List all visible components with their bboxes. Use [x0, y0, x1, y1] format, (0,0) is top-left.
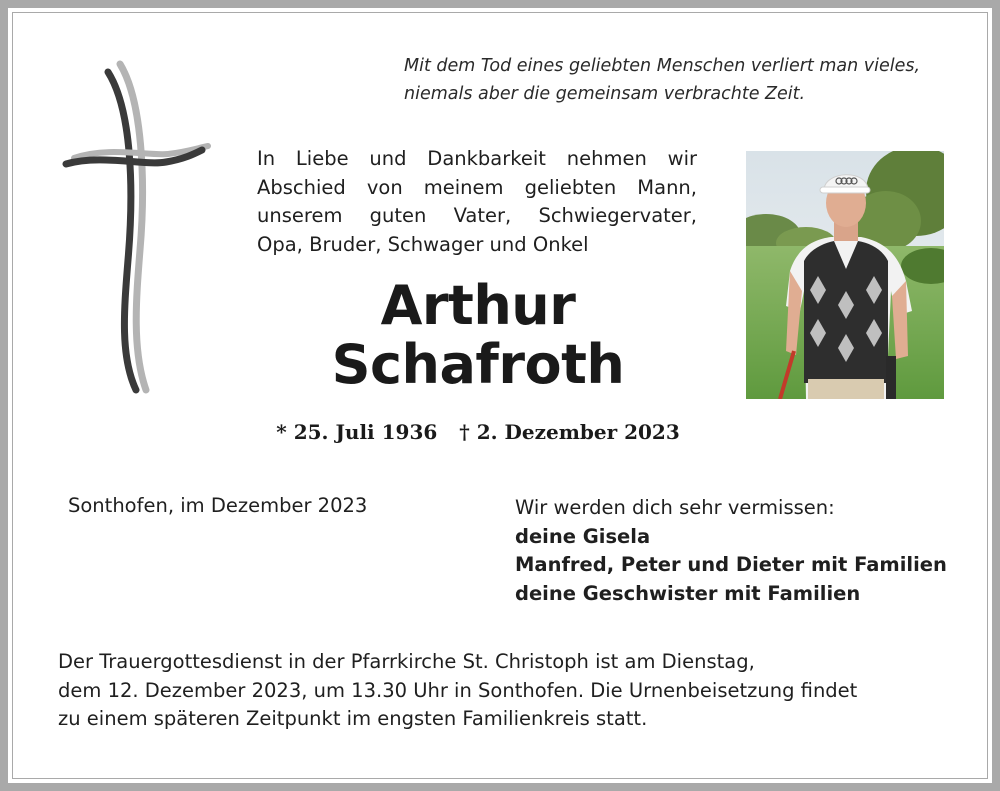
- deceased-name: [258, 276, 698, 394]
- portrait-photo: [746, 151, 944, 399]
- notice-line: Der Trauergottesdienst in der Pfarrkirche St. Christoph ist am Dienstag,: [58, 650, 755, 673]
- intro-line: In Liebe und Dankbarkeit nehmen wir: [257, 147, 697, 170]
- notice-line: zu einem späteren Zeitpunkt im engsten Familienkreis statt.: [58, 707, 648, 730]
- last-name: Schafroth: [331, 333, 625, 396]
- service-notice: [58, 648, 948, 734]
- mourners-intro: Wir werden dich sehr vermissen:: [515, 496, 835, 519]
- intro-text: [257, 145, 697, 259]
- place-and-date: Sonthofen, im Dezember 2023: [68, 494, 368, 517]
- birth-date: * 25. Juli 1936: [276, 420, 438, 444]
- intro-line: Abschied von meinem geliebten Mann,: [257, 175, 697, 199]
- mourner-name: deine Geschwister mit Familien: [515, 581, 861, 605]
- quote-line: niemals aber die gemeinsam verbrachte Zeit.: [404, 84, 806, 104]
- mourners-block: [515, 494, 975, 608]
- notice-line: dem 12. Dezember 2023, um 13.30 Uhr in Sonthofen. Die Urnenbeisetzung findet: [58, 678, 858, 702]
- intro-line: Opa, Bruder, Schwager und Onkel: [257, 232, 589, 256]
- life-dates: [258, 420, 698, 444]
- mourner-name: Manfred, Peter und Dieter mit Familien: [515, 553, 947, 576]
- intro-line: unserem guten Vater, Schwiegervater,: [257, 204, 697, 227]
- first-name: Arthur: [380, 274, 576, 337]
- memorial-quote: [404, 52, 964, 108]
- cross-icon: [58, 60, 218, 400]
- mourner-name: deine Gisela: [515, 524, 651, 548]
- death-date: † 2. Dezember 2023: [459, 420, 680, 444]
- quote-line: Mit dem Tod eines geliebten Menschen verliert man vieles,: [404, 56, 921, 76]
